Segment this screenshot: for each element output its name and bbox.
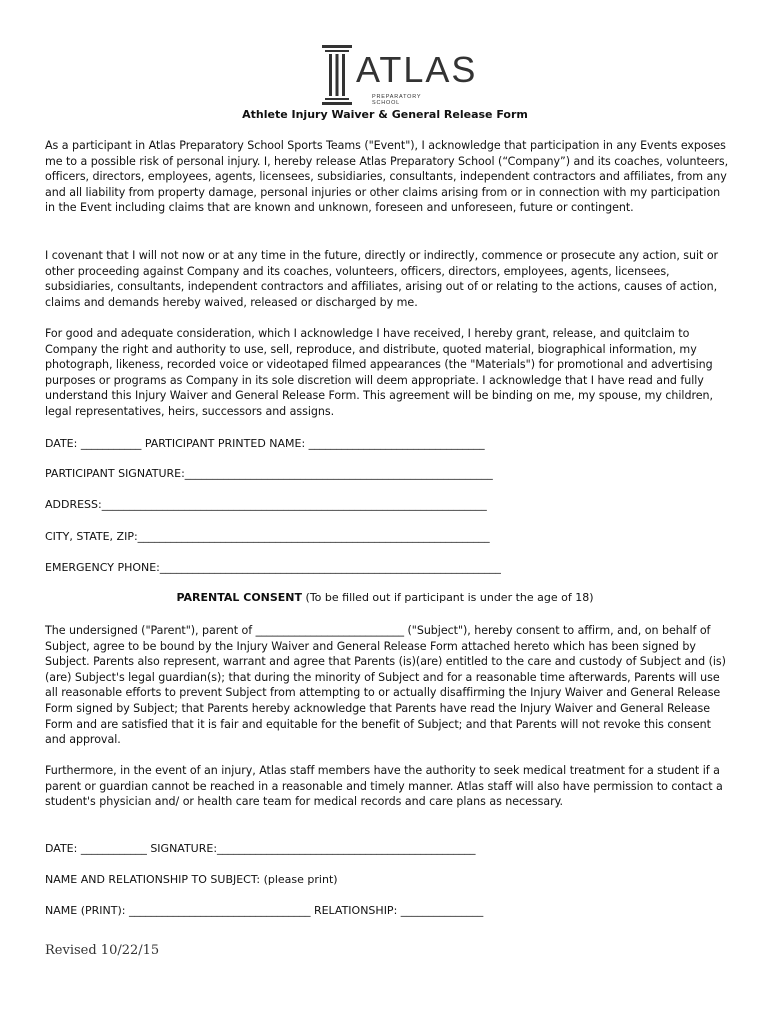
- column-icon: [320, 44, 354, 106]
- logo-subtitle: PREPARATORY SCHOOL: [372, 94, 422, 106]
- parent-consent-paragraph: The undersigned ("Parent"), parent of ___________________________ ("Subject"), hereby consent to affirm, and, on behalf of Subject, agree to be bound by the Injury Waiver and General Release Form attached hereto which has been signed by Subject. Parents also represent, warrant and agree that Parents (is)(are) entitled to the care and custody of Subject and (is)(are) Subject's legal guardian(s); that during the minority of Subject and for a reasonable time afterwards, Parents will use all reasonable efforts to prevent Subject from attempting to or actually disaffirming the Injury Waiver and General Release Form signed by Subject; that Parents hereby acknowledge that Parents have read the Injury Waiver and General Release Form and are satisfied that it is fair and equitable for the benefit of Subject; and that Parents will not revoke this consent and approval.: [45, 624, 726, 747]
- parental-consent-note: (To be filled out if participant is under the age of 18): [302, 591, 594, 604]
- parental-consent-heading: [0, 591, 770, 604]
- city-state-zip-field[interactable]: CITY, STATE, ZIP:________________________________________________________________: [45, 530, 490, 543]
- page-title: Athlete Injury Waiver & General Release Form: [242, 108, 528, 121]
- participant-signature-field[interactable]: PARTICIPANT SIGNATURE:________________________________________________________: [45, 467, 493, 480]
- consideration-paragraph: For good and adequate consideration, which I acknowledge I have received, I hereby grant, release, and quitclaim to Company the right and authority to use, sell, reproduce, and distribute, quoted material, biographical information, my photograph, likeness, recorded voice or videotaped filmed appearances (the "Materials") for promotional and advertising purposes or programs as Company in its sole discretion will deem appropriate. I acknowledge that I have read and fully understand this Injury Waiver and General Release Form. This agreement will be binding on me, my spouse, my children, legal representatives, heirs, successors and assigns.: [45, 327, 713, 418]
- revision-date: Revised 10/22/15: [45, 943, 160, 958]
- atlas-logo: [320, 44, 478, 106]
- parent-date-signature-field[interactable]: DATE: ____________ SIGNATURE:_______________________________________________: [45, 842, 476, 855]
- address-field[interactable]: ADDRESS:______________________________________________________________________: [45, 498, 487, 511]
- waiver-paragraph-1: As a participant in Atlas Preparatory School Sports Teams ("Event"), I acknowledge that participation in any Events exposes me to a possible risk of personal injury. I, hereby release Atlas Preparatory School (“Company”) and its coaches, volunteers, officers, directors, employees, agents, licensees, subsidiaries, consultants, independent contractors and affiliates, from any and all liability from property damage, personal injuries or other claims arising from or in connection with my participation in the Event including claims that are known and unknown, foreseen and unforeseen, future or contingent.: [45, 139, 729, 215]
- emergency-phone-field[interactable]: EMERGENCY PHONE:______________________________________________________________: [45, 561, 501, 574]
- parental-consent-title: PARENTAL CONSENT: [176, 591, 303, 604]
- logo-wordmark: ATLAS: [356, 49, 478, 90]
- medical-treatment-paragraph: Furthermore, in the event of an injury, Atlas staff members have the authority to seek medical treatment for a student if a parent or guardian cannot be reached in a reasonable and timely manner. Atlas staff will also have permission to contact a student's physician and/ or health care team for medical records and care plans as necessary.: [45, 764, 723, 809]
- relationship-label: NAME AND RELATIONSHIP TO SUBJECT: (please print): [45, 873, 338, 886]
- name-relationship-field[interactable]: NAME (PRINT): _________________________________ RELATIONSHIP: _______________: [45, 904, 484, 917]
- covenant-paragraph: I covenant that I will not now or at any time in the future, directly or indirectly, commence or prosecute any action, suit or other proceeding against Company and its coaches, volunteers, officers, directors, employees, agents, licensees, subsidiaries, consultants, independent contractors and affiliates, arising out of or relating to the actions, causes of action, claims and demands hereby waived, released or discharged by me.: [45, 249, 719, 309]
- date-name-field[interactable]: DATE: ___________ PARTICIPANT PRINTED NAME: ________________________________: [45, 437, 485, 450]
